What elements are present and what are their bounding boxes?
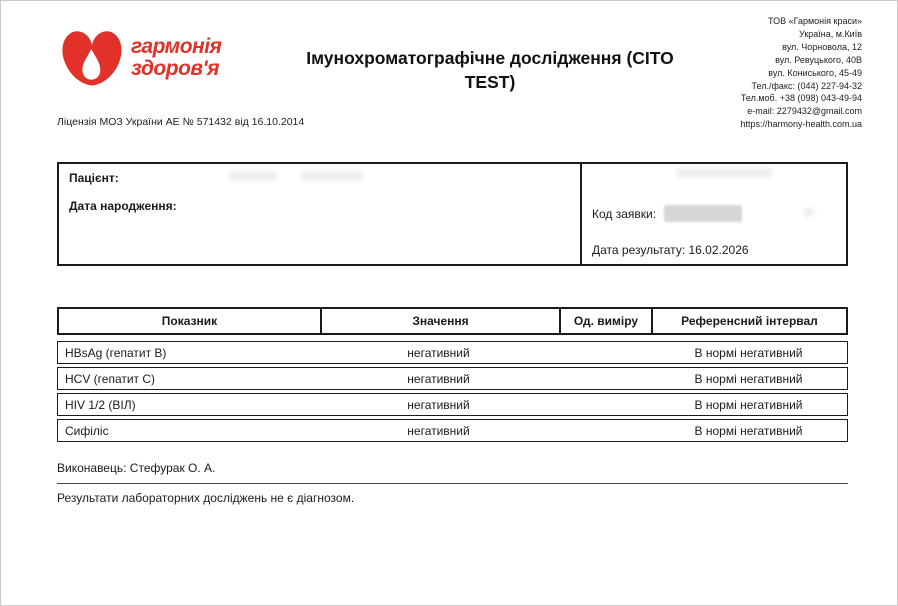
patient-cell bbox=[59, 164, 582, 264]
value-cell: негативний bbox=[407, 345, 470, 360]
clinic-logo bbox=[60, 26, 221, 90]
contact-line: вул. Чорновола, 12 bbox=[782, 41, 862, 52]
reference-cell: В нормі негативний bbox=[694, 423, 803, 438]
table-row bbox=[57, 419, 848, 442]
executor-name: Стефурак О. А. bbox=[129, 461, 216, 475]
table-row bbox=[57, 367, 848, 390]
clinic-contact-block bbox=[740, 15, 862, 131]
redacted-header-mark bbox=[677, 168, 772, 178]
contact-line: https://harmony-health.com.ua bbox=[740, 119, 862, 130]
table-row bbox=[57, 393, 848, 416]
value-cell: негативний bbox=[407, 423, 470, 438]
contact-line: Тел.моб. +38 (098) 043-49-94 bbox=[740, 93, 862, 104]
redacted-patient-name bbox=[229, 171, 277, 181]
result-date-line bbox=[592, 243, 749, 257]
executor-line bbox=[57, 461, 215, 475]
redacted-request-code bbox=[664, 205, 742, 222]
reference-cell: В нормі негативний bbox=[694, 345, 803, 360]
license-text: Ліцензія МОЗ України АЕ № 571432 від 16.10.2014 bbox=[57, 116, 305, 128]
patient-label: Пацієнт: bbox=[69, 171, 119, 185]
contact-line: Україна, м.Київ bbox=[799, 28, 862, 39]
result-date-value: 16.02.2026 bbox=[688, 243, 749, 257]
table-body bbox=[57, 341, 848, 442]
table-header-row bbox=[57, 307, 848, 335]
column-header-indicator: Показник bbox=[161, 314, 218, 328]
reference-cell: В нормі негативний bbox=[694, 371, 803, 386]
value-cell: негативний bbox=[407, 371, 470, 386]
contact-line: вул. Ревуцького, 40В bbox=[775, 54, 862, 65]
indicator-cell: HBsAg (гепатит B) bbox=[65, 345, 167, 360]
indicator-cell: HIV 1/2 (ВІЛ) bbox=[65, 397, 136, 412]
contact-line: e-mail: 2279432@gmail.com bbox=[747, 106, 862, 117]
column-header-value: Значення bbox=[320, 309, 559, 333]
reference-cell: В нормі негативний bbox=[694, 397, 803, 412]
contact-line: вул. Кониського, 45-49 bbox=[768, 67, 862, 78]
column-header-unit: Од. виміру bbox=[559, 309, 651, 333]
table-row bbox=[57, 341, 848, 364]
logo-line-2: здоров'я bbox=[131, 57, 219, 80]
redacted-patient-name bbox=[302, 171, 362, 181]
redacted-small-mark bbox=[804, 208, 814, 217]
heart-drop-icon bbox=[60, 26, 124, 90]
request-code-line bbox=[592, 205, 742, 222]
column-header-reference: Референсний інтервал bbox=[651, 309, 846, 333]
contact-line: ТОВ «Гармонія краси» bbox=[768, 16, 862, 26]
footer-divider bbox=[57, 483, 848, 484]
value-cell: негативний bbox=[407, 397, 470, 412]
result-date-label: Дата результату: bbox=[592, 243, 686, 257]
report-title: Імунохроматографічне дослідження (CITO TEST) bbox=[306, 48, 674, 92]
request-code-label: Код заявки: bbox=[592, 206, 657, 221]
contact-line: Тел./факс: (044) 227-94-32 bbox=[751, 80, 862, 91]
executor-label: Виконавець: bbox=[57, 461, 127, 475]
birthdate-label: Дата народження: bbox=[69, 199, 177, 213]
clinic-logo-text bbox=[131, 36, 221, 80]
indicator-cell: HCV (гепатит C) bbox=[65, 371, 156, 386]
request-cell bbox=[582, 164, 846, 264]
results-table bbox=[57, 307, 848, 442]
indicator-cell: Сифіліс bbox=[65, 423, 109, 438]
logo-line-1: гармонія bbox=[131, 35, 222, 58]
patient-info-box bbox=[57, 162, 848, 266]
disclaimer-text: Результати лабораторних досліджень не є діагнозом. bbox=[57, 491, 355, 505]
